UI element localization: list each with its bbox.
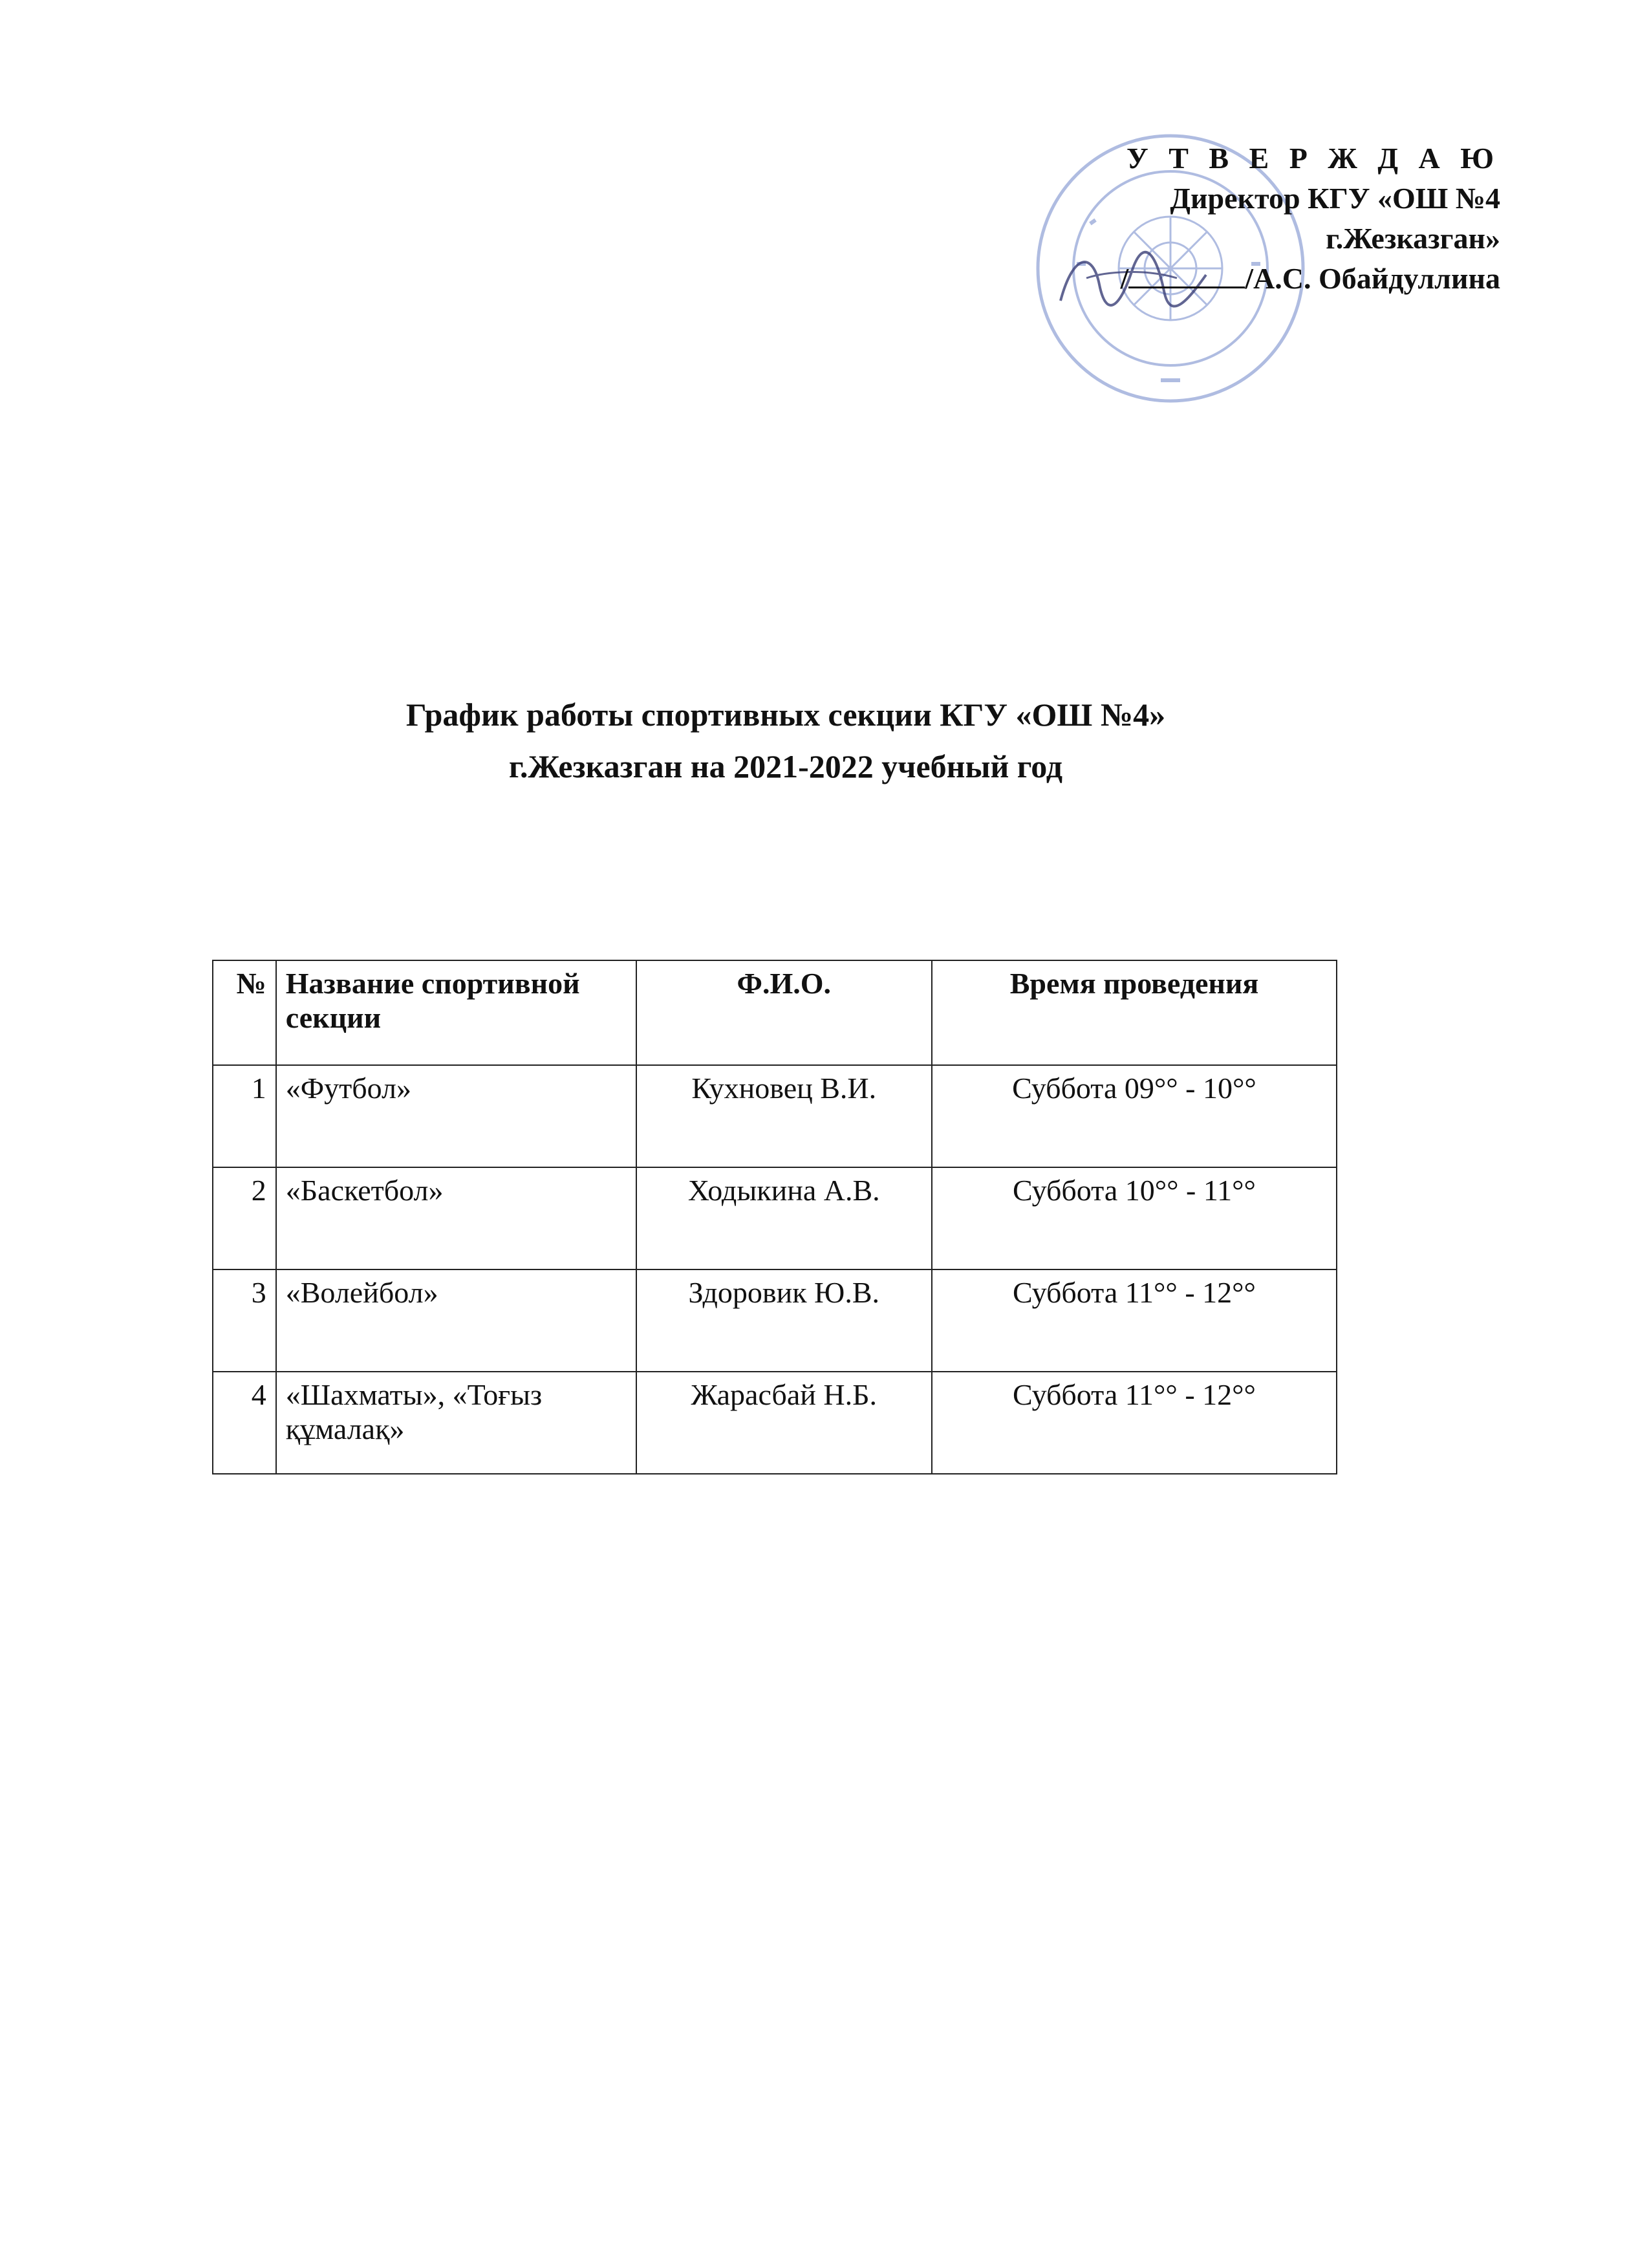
sig-prefix: / [1120,262,1129,295]
row-time: Суббота 09°° - 10°° [932,1065,1337,1167]
table-row [213,1167,1337,1269]
table-row [213,1372,1337,1474]
approval-heading: У Т В Е Р Ж Д А Ю [1126,142,1500,175]
row-num: 1 [213,1065,276,1167]
row-name: «Футбол» [276,1065,636,1167]
row-num: 2 [213,1167,276,1269]
header-num: № [213,960,276,1065]
table-row [213,1269,1337,1372]
row-fio: Кухновец В.И. [636,1065,932,1167]
table-header-row [213,960,1337,1065]
header-fio: Ф.И.О. [636,960,932,1065]
approval-city: г.Жезказган» [1326,222,1500,255]
row-time: Суббота 11°° - 12°° [932,1372,1337,1474]
row-num: 4 [213,1372,276,1474]
approval-director: Директор КГУ «ОШ №4 [1170,182,1500,215]
title-line-1: График работы спортивных секции КГУ «ОШ №4» [405,697,1166,733]
row-time: Суббота 10°° - 11°° [932,1167,1337,1269]
row-name: «Волейбол» [276,1269,636,1372]
approval-block [1120,138,1500,299]
approval-signature-line [1120,259,1500,299]
sig-name: /А.С. Обайдуллина [1245,262,1500,295]
header-name: Название спортивной секции [276,960,636,1065]
row-name: «Баскетбол» [276,1167,636,1269]
row-fio: Жарасбай Н.Б. [636,1372,932,1474]
header-time: Время проведения [932,960,1337,1065]
row-fio: Здоровик Ю.В. [636,1269,932,1372]
row-time: Суббота 11°° - 12°° [932,1269,1337,1372]
row-num: 3 [213,1269,276,1372]
signature-blank [1128,261,1245,288]
table-row [213,1065,1337,1167]
schedule-table [212,960,1337,1474]
title-line-2: г.Жезказган на 2021-2022 учебный год [508,748,1063,784]
document-title [0,689,1571,792]
row-name: «Шахматы», «Тоғыз құмалақ» [276,1372,636,1474]
row-fio: Ходыкина А.В. [636,1167,932,1269]
